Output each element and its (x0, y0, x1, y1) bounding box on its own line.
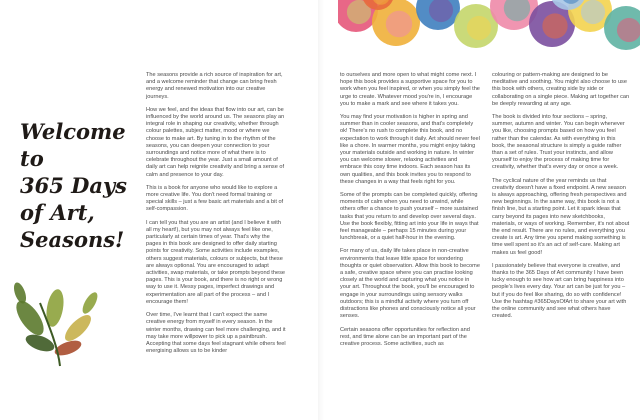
page-title (20, 118, 145, 253)
page-gutter (318, 0, 324, 420)
title-line: Welcome to (20, 119, 126, 171)
paragraph: Over time, I've learnt that I can't expect the same creative energy from myself in every season. In the winter months, drawing can feel more challenging, and it may take more willpower to pick up a paintbrush. Accepting that some days feel stagnant while others feel energising allows us to be kinder (146, 312, 286, 355)
paragraph: How we feel, and the ideas that flow into our art, can be influenced by the world around us. The seasons play an integral role in shaping our creativity, whether through colour palettes, subject matter, mood or where we choose to make art. By tuning in to the rhythm of the seasons, you can deepen your connection to your surroundings and notice more of what there is to celebrate throughout the year. Just a small amount of daily art can help reignite creativity and bring a sense of calm and presence to your day. (146, 106, 285, 178)
paragraph: to ourselves and more open to what might come next. I hope this book provides a supportive space for you to work when you feel inspired, or when you simply feel the urge to create. Whatever mood you're in, I encourage you to make a mark and see where it takes you. (340, 72, 480, 107)
title-line: 365 Days (20, 173, 127, 198)
paragraph: For many of us, daily life takes place in non-creative environments that leave little space for wondering thoughts or quiet observation. Allow this book to become a safe, creative space where you can practise looking closely at the world and capturing what you notice in your art. Throughout the book, you'll be encouraged to engage in your surroundings using sensory walks outdoors; this is a mindful activity where you turn off distractions like phones and consciously notice all your senses. (340, 248, 480, 320)
paragraph: Some of the prompts can be completed quickly, offering moments of calm when you need to unwind, while others offer a chance to push yourself – more sustained tasks that you return to and develop over several days. Use the book flexibly, fitting art into your life in ways that feel manageable – perhaps 15 minutes during your lunchbreak, or a quiet half-hour in the evening. (340, 192, 479, 242)
painted-circle-inner (617, 18, 640, 42)
paragraph: You may find your motivation is higher in spring and summer than in cooler seasons, and that's completely ok! There's no rush to complete this book, and no expectation to work through it daily. Art should never feel like a chore. In warmer months, you might enjoy taking your materials outside and working in nature. In winter you can welcome slower, relaxing activities and embrace this cosy time indoors. Each season has its own qualities, and this book invites you to respond to these changes in a way that feels right for you. (340, 114, 480, 185)
title-line: of Art, (20, 200, 95, 225)
paragraph: Certain seasons offer opportunities for reflection and rest, and time alone can be an important part of the creative process. Some activities, such as (340, 326, 470, 347)
painted-leaf (80, 290, 101, 316)
painted-circle-inner (581, 0, 605, 24)
painted-leaves-illustration (0, 248, 120, 368)
text-column-3 (492, 72, 630, 327)
painted-leaf (61, 311, 95, 345)
paragraph: The book is divided into four sections – spring, summer, autumn and winter. You can begin whenever you like, choosing prompts based on how you feel rather than the calendar. As with everything in this book, the seasonal structure is simply a guide rather than a set of rules. Trust your instincts, and allow yourself to enjoy the process of making time for creativity, whether that's every day or once a week. (492, 114, 625, 171)
title-line: Seasons! (20, 227, 125, 252)
paragraph: This is a book for anyone who would like to explore a more creative life. You don't need formal training or special skills – just a few basic art materials and a bit of self-compassion. (146, 184, 284, 213)
paragraph: I passionately believe that everyone is creative, and thanks to the 365 Days of Art community I have been lucky enough to see how art can bring happiness into people's lives every day. Your art can be just for you – but if you do feel like sharing, do so with confidence! Use the hashtag #365DaysOfArt to share your art with the online community and see what others have created. (492, 262, 627, 320)
paragraph: The seasons provide a rich source of inspiration for art, and a welcome reminder that change can bring fresh energy and renewed motivation into our creative journeys. (146, 72, 283, 100)
paragraph: I can tell you that you are an artist (and I believe it with all my heart!), but you may not always feel like one, particularly at certain times of year. That's why the pages in this book are designed to offer daily starting points for creativity. Some activities include examples, others suggest materials, colours or subjects, but these are always optional. You are encouraged to adapt activities, swap materials, or take prompts beyond these pages. This is your book, and there is no right or wrong way to use it. Messy pages, imperfect drawings and experimentation are all part of the process – and I encourage them! (146, 219, 285, 305)
painted-circle-inner (386, 11, 412, 37)
painted-leaf (12, 281, 29, 305)
paragraph: The cyclical nature of the year reminds us that creativity doesn't have a fixed endpoint. A new season is always approaching, offering fresh perspectives and new beginnings. In the same way, this book is not a finish line, but a starting point. Let it spark ideas that carry beyond its pages into new sketchbooks, materials, or ways of working. Remember, it's not about the end result. There are no rules, and everything you create is art. Any time you spend making something is time well spent so it's an act of self-care. Making art makes us feel good! (492, 177, 630, 256)
text-column-2 (340, 72, 480, 354)
text-column-1 (146, 72, 286, 361)
painted-circles-illustration (338, 0, 640, 70)
painted-leaf (11, 296, 49, 339)
painted-circle-inner (467, 16, 491, 40)
paragraph: colouring or pattern-making are designed to be meditative and soothing. You might also choose to use this book with others, creating side by side or collaborating on a single piece. Making art together can be deeply rewarding at any age. (492, 72, 630, 107)
painted-circle-inner (542, 13, 567, 38)
